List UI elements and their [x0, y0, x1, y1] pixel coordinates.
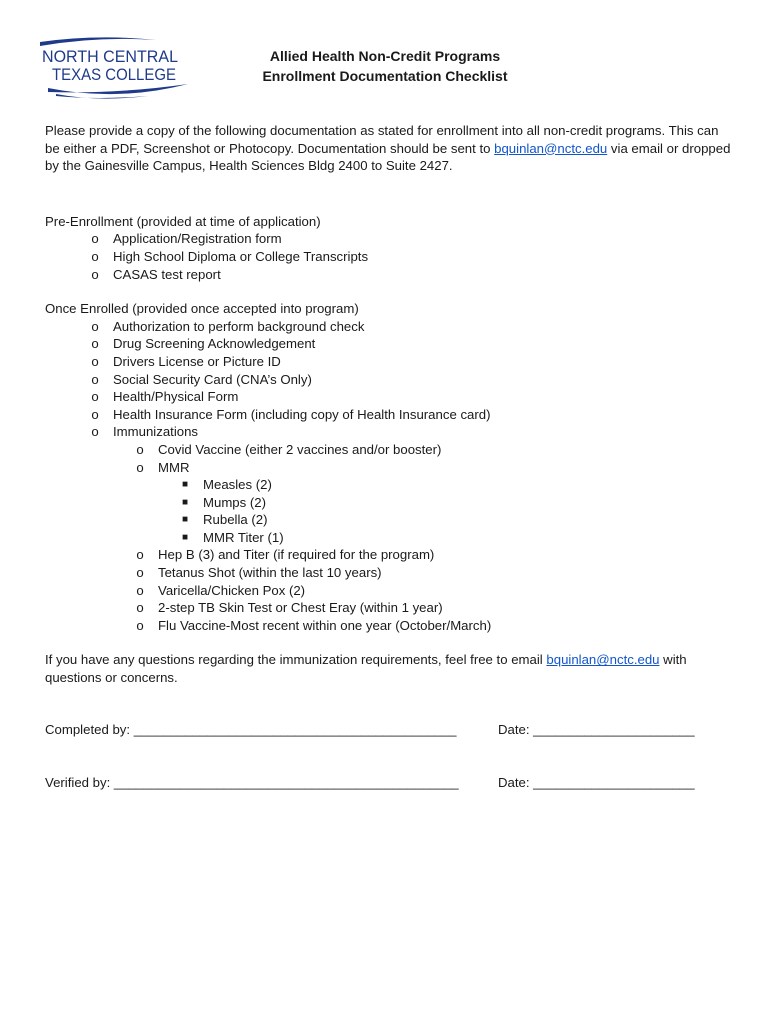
list-item [45, 423, 735, 441]
list-item [45, 335, 735, 353]
list-item [45, 266, 735, 284]
pre-enrollment-list [45, 230, 735, 283]
once-enrolled-list [45, 318, 735, 635]
bullet: o [136, 582, 144, 598]
list-item-text: Varicella/Chicken Pox (2) [158, 582, 306, 598]
pre-enrollment-title: Pre-Enrollment (provided at time of application) [45, 213, 321, 229]
verified-date-field[interactable]: Date: ______________________ [498, 774, 695, 790]
document-subtitle: Enrollment Documentation Checklist [262, 68, 508, 84]
bullet: o [91, 353, 99, 369]
list-item-text: MMR [158, 459, 190, 475]
list-item-text: Application/Registration form [113, 231, 282, 247]
bullet: o [91, 248, 99, 264]
completed-date-field[interactable]: Date: ______________________ [498, 721, 695, 737]
list-item [45, 617, 735, 635]
list-item [45, 230, 735, 248]
list-item-text: Immunizations [113, 424, 199, 440]
questions-text-2: with questions or concerns. [45, 652, 687, 686]
questions-paragraph [45, 651, 735, 686]
list-item-text: Health Insurance Form (including copy of Health Insurance card) [113, 406, 491, 422]
bullet: ■ [181, 496, 189, 508]
bullet: o [91, 231, 99, 247]
list-item [45, 406, 735, 424]
list-item-text: 2-step TB Skin Test or Chest Eray (within 1 year) [158, 600, 443, 616]
logo-line2: TEXAS COLLEGE [52, 65, 176, 84]
list-item-text: Mumps (2) [203, 494, 267, 510]
list-item [45, 494, 735, 512]
bullet: o [136, 600, 144, 616]
bullet: o [136, 565, 144, 581]
logo-bottom-swoosh [48, 84, 188, 94]
document-body [45, 122, 735, 792]
list-item [45, 353, 735, 371]
logo-bottom-swoosh-2 [56, 94, 148, 99]
bullet: ■ [181, 531, 189, 543]
email-link[interactable]: bquinlan@nctc.edu [546, 652, 660, 668]
list-item [45, 564, 735, 582]
verified-by-row [45, 774, 735, 792]
list-item-text: Drug Screening Acknowledgement [113, 336, 316, 352]
logo-top-swoosh [40, 37, 156, 46]
list-item-text: Covid Vaccine (either 2 vaccines and/or booster) [158, 441, 442, 457]
intro-text-2: via email or dropped by the Gainesville Campus, Health Sciences Bldg 2400 to Suite 2427. [45, 140, 731, 174]
list-item-text: CASAS test report [113, 266, 221, 282]
list-item [45, 248, 735, 266]
questions-text-1: If you have any questions regarding the immunization requirements, feel free to email [45, 652, 547, 668]
logo-line1: NORTH CENTRAL [42, 47, 178, 66]
completed-by-row [45, 721, 735, 739]
list-item-text: Measles (2) [203, 477, 272, 493]
list-item-text: Tetanus Shot (within the last 10 years) [158, 565, 382, 581]
list-item-text: High School Diploma or College Transcripts [113, 248, 369, 264]
list-item [45, 529, 735, 547]
list-item-text: Rubella (2) [203, 512, 268, 528]
list-item [45, 371, 735, 389]
list-item [45, 388, 735, 406]
bullet: o [91, 389, 99, 405]
list-item [45, 476, 735, 494]
list-item [45, 318, 735, 336]
bullet: o [136, 459, 144, 475]
list-item [45, 582, 735, 600]
list-item-text: Hep B (3) and Titer (if required for the program) [158, 547, 435, 563]
bullet: o [136, 547, 144, 563]
bullet: o [91, 336, 99, 352]
list-item-text: Drivers License or Picture ID [113, 353, 281, 369]
list-item [45, 599, 735, 617]
list-item-text: Flu Vaccine-Most recent within one year (October/March) [158, 617, 492, 633]
completed-by-field[interactable]: Completed by: ____________________________________________ [45, 721, 457, 737]
document-title: Allied Health Non-Credit Programs [269, 48, 501, 64]
bullet: o [91, 424, 99, 440]
bullet: o [91, 406, 99, 422]
list-item [45, 441, 735, 459]
document-header [200, 46, 570, 86]
list-item [45, 511, 735, 529]
list-item-text: Social Security Card (CNA’s Only) [113, 371, 312, 387]
email-link[interactable]: bquinlan@nctc.edu [494, 140, 608, 156]
verified-by-field[interactable]: Verified by: _______________________________________________ [45, 774, 459, 790]
bullet: o [136, 441, 144, 457]
list-item-text: MMR Titer (1) [203, 529, 284, 545]
bullet: ■ [181, 514, 189, 526]
bullet: o [91, 371, 99, 387]
list-item-text: Health/Physical Form [113, 389, 239, 405]
bullet: o [91, 318, 99, 334]
list-item-text: Authorization to perform background check [113, 318, 365, 334]
bullet: o [136, 617, 144, 633]
intro-paragraph [45, 122, 735, 175]
bullet: o [91, 266, 99, 282]
bullet: ■ [181, 479, 189, 491]
once-enrolled-title: Once Enrolled (provided once accepted into program) [45, 301, 359, 317]
list-item [45, 459, 735, 477]
college-logo [38, 36, 190, 102]
list-item [45, 546, 735, 564]
intro-text-1: Please provide a copy of the following documentation as stated for enrollment into all non-credit programs. This can be either a PDF, Screenshot or Photocopy. Documentation should be sent to [45, 123, 719, 156]
